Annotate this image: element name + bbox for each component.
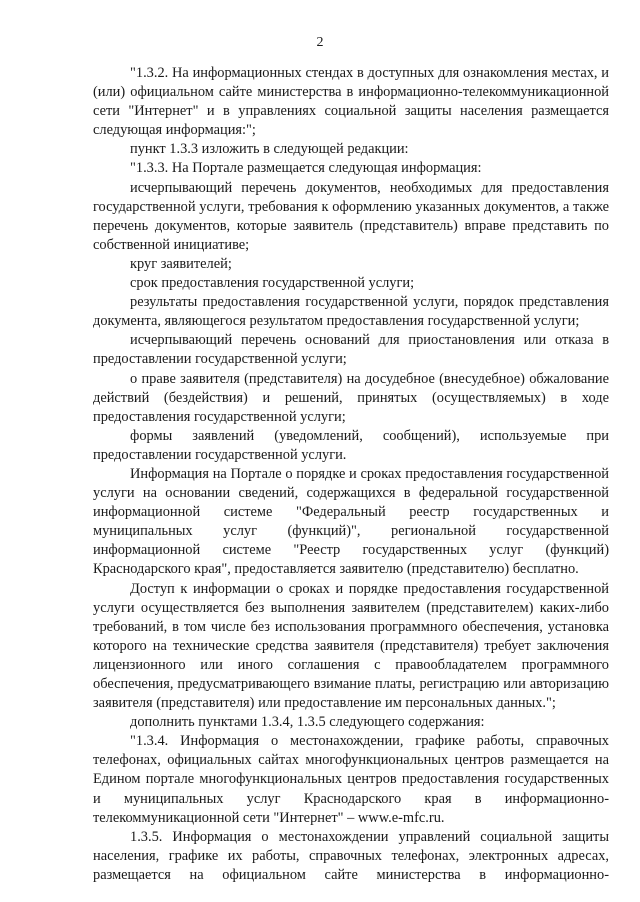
paragraph-1-3-3-heading: "1.3.3. На Портале размещается следующая информация: [130,160,482,177]
paragraph-1-3-5: 1.3.5. Информация о местонахождении управлений социальной защиты населения, графике их работы, справочных телефонах, электронных адресах, размещается на официальном сайте министерства в информационно- [93,828,609,883]
document-body [93,64,609,885]
list-item-forms: формы заявлений (уведомлений, сообщений), используемые при предоставлении государственной услуги. [93,427,609,463]
list-item-documents: исчерпывающий перечень документов, необходимых для предоставления государственной услуги, требования к оформлению указанных документов, а также перечень документов, которые заявитель (представитель) вправе представить по собственной инициативе; [93,179,609,253]
list-item-term: срок предоставления государственной услуги; [130,275,415,292]
list-item-appeal-right: о праве заявителя (представителя) на досудебное (внесудебное) обжалование действий (бездействия) и решений, принятых (осуществляемых) в ходе предоставления государственной услуги; [93,370,609,425]
list-item-results: результаты предоставления государственной услуги, порядок представления документа, являющегося результатом предоставления государственной услуги; [93,294,609,330]
paragraph-1-3-4: "1.3.4. Информация о местонахождении, графике работы, справочных телефонах, официальных сайтах многофункциональных центров размещается на Едином портале многофункциональных центров предоставления государственных и муниципальных услуг Краснодарского края в информационно-телекоммуникационной сети "Интернет" – www.e-mfc.ru. [93,733,609,826]
paragraph-portal-information: Информация на Портале о порядке и сроках предоставления государственной услуги на основании сведений, содержащихся в федеральной государственной информационной системе "Федеральный реестр государственных и муниципальных услуг (функций)", региональной государственной информационной системе "Реестр государственных услуг (функций) Краснодарского края", предоставляется заявителю (представителю) бесплатно. [93,465,609,578]
list-item-grounds: исчерпывающий перечень оснований для приостановления или отказа в предоставлении государственной услуги; [93,332,609,368]
paragraph-1-3-2-intro: "1.3.2. На информационных стендах в доступных для ознакомления местах, и (или) официальном сайте министерства в информационно-телекоммуникационной сети "Интернет" и в управлениях социальной защиты населения размещается следующая информация:"; [93,65,609,139]
paragraph-add-points: дополнить пунктами 1.3.4, 1.3.5 следующего содержания: [130,714,485,731]
paragraph-access-information: Доступ к информации о сроках и порядке предоставления государственной услуги осуществляется без выполнения заявителем (представителем) каких-либо требований, в том числе без использования программного обеспечения, установка которого на технические средства заявителя (представителя) требует заключения лицензионного или иного соглашения с правообладателем программного обеспечения, предусматривающего взимание платы, регистрацию или авторизацию заявителя (представителя) или предоставление им персональных данных."; [93,580,609,712]
page-number: 2 [316,35,324,50]
paragraph-amend-1-3-3: пункт 1.3.3 изложить в следующей редакции: [130,141,409,158]
list-item-applicants: круг заявителей; [130,255,232,272]
